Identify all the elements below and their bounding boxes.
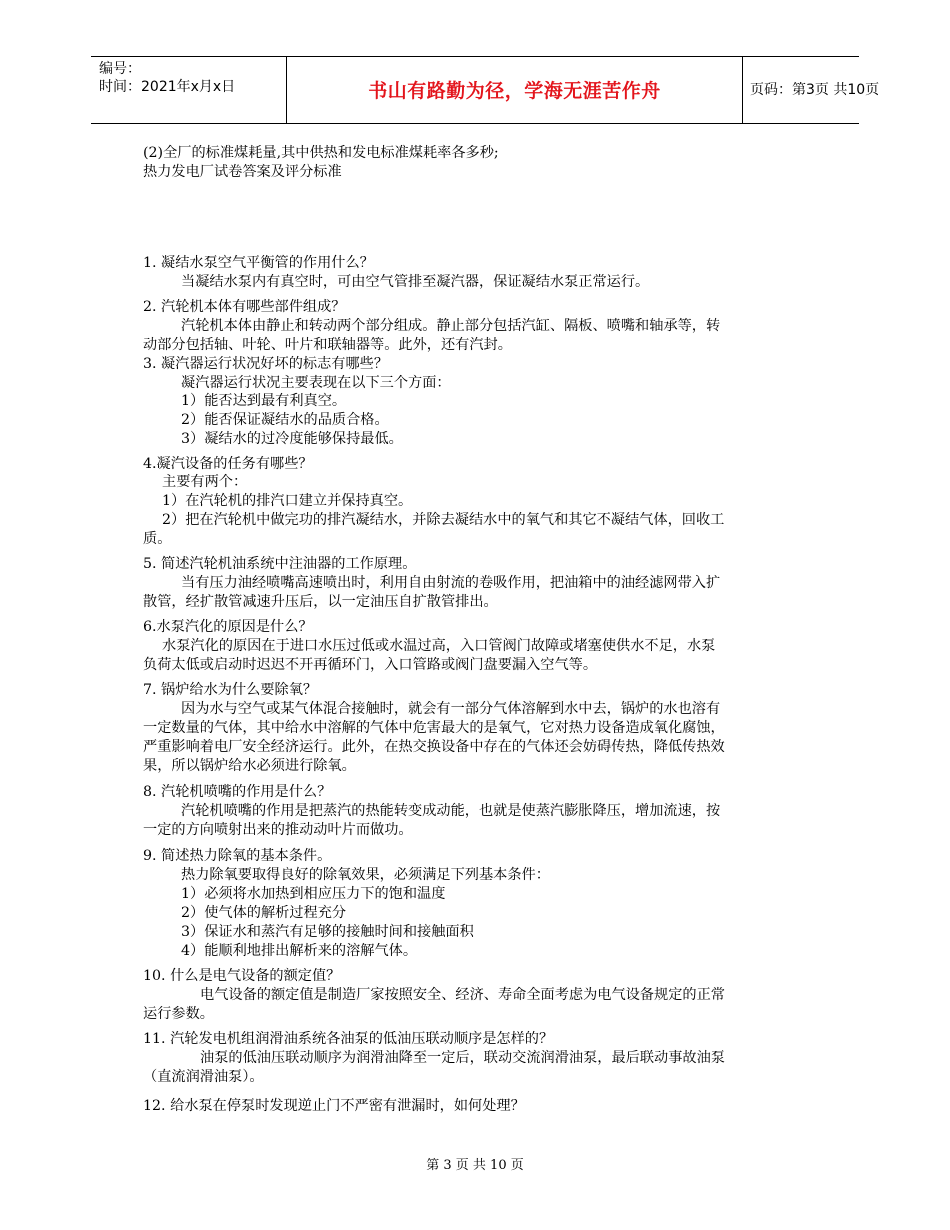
question-heading: 6.水泵汽化的原因是什么？ [143,619,313,635]
answer-line: 1）在汽轮机的排汽口建立并保持真空。 [162,493,413,509]
answer-line: 1）能否达到最有利真空。 [181,393,347,409]
answer-line: 汽轮机本体由静止和转动两个部分组成。静止部分包括汽缸、隔板、喷嘴和轴承等，转 [181,318,721,334]
answer-line: 一定数量的气体，其中给水中溶解的气体中危害最大的是氧气，它对热力设备造成氧化腐蚀， [143,720,725,736]
answer-line: 当有压力油经喷嘴高速喷出时，利用自由射流的卷吸作用，把油箱中的油经滤网带入扩 [181,575,721,591]
answer-line: 主要有两个： [162,474,248,490]
page-label: 页码：第3页 共10页 [750,82,880,98]
text-line: (2)全厂的标准煤耗量,其中供热和发电标准煤耗率各多秒; [143,145,499,161]
answer-line: （直流润滑油泵）。 [143,1069,264,1085]
answer-line: 3）凝结水的过冷度能够保持最低。 [181,431,403,447]
answer-line: 油泵的低油压联动顺序为润滑油降至一定后，联动交流润滑油泵，最后联动事故油泵 [200,1050,725,1066]
question-heading: 1. 凝结水泵空气平衡管的作用什么？ [143,255,374,271]
answer-line: 运行参数。 [143,1006,214,1022]
question-heading: 9. 简述热力除氧的基本条件。 [143,848,332,864]
answer-line: 2）使气体的解析过程充分 [181,905,347,921]
question-heading: 5. 简述汽轮机油系统中注油器的工作原理。 [143,556,417,572]
number-label: 编号： [99,61,141,77]
question-heading: 2. 汽轮机本体有哪些部件组成？ [143,299,346,315]
page-header [91,56,880,124]
time-label: 时间：2021年x月x日 [99,79,236,95]
header-left-cell [91,57,286,123]
answer-line: 果，所以锅炉给水必须进行除氧。 [143,758,356,774]
answer-line: 动部分包括轴、叶轮、叶片和联轴器等。此外，还有汽封。 [143,337,512,353]
answer-line: 1）必须将水加热到相应压力下的饱和温度 [181,886,446,902]
question-heading: 10. 什么是电气设备的额定值？ [143,968,341,984]
header-right-cell [742,57,880,123]
answer-line: 2）能否保证凝结水的品质合格。 [181,412,389,428]
question-heading: 11. 汽轮发电机组润滑油系统各油泵的低油压联动顺序是怎样的？ [143,1031,554,1047]
answer-line: 凝汽器运行状况主要表现在以下三个方面： [181,375,451,391]
text-line: 热力发电厂试卷答案及评分标准 [143,164,342,180]
motto: 书山有路勤为径，学海无涯苦作舟 [368,80,661,102]
answer-line: 因为水与空气或某气体混合接触时，就会有一部分气体溶解到水中去，锅炉的水也溶有 [181,701,721,717]
answer-line: 严重影响着电厂安全经济运行。此外，在热交换设备中存在的气体还会妨碍传热，降低传热效 [143,739,725,755]
question-heading: 8. 汽轮机喷嘴的作用是什么？ [143,784,332,800]
page-footer: 第 3 页 共 10 页 [426,1158,524,1173]
answer-line: 一定的方向喷射出来的推动动叶片而做功。 [143,822,413,838]
question-heading: 4.凝汽设备的任务有哪些？ [143,456,313,472]
answer-line: 当凝结水泵内有真空时，可由空气管排至凝汽器，保证凝结水泵正常运行。 [181,274,650,290]
answer-line: 电气设备的额定值是制造厂家按照安全、经济、寿命全面考虑为电气设备规定的正常 [200,987,725,1003]
answer-line: 3）保证水和蒸汽有足够的接触时间和接触面积 [181,924,474,940]
answer-line: 水泵汽化的原因在于进口水压过低或水温过高，入口管阀门故障或堵塞使供水不足，水泵 [162,638,716,654]
question-heading: 12. 给水泵在停泵时发现逆止门不严密有泄漏时，如何处理？ [143,1098,525,1114]
answer-line: 2）把在汽轮机中做完功的排汽凝结水，并除去凝结水中的氧气和其它不凝结气体，回收工 [162,512,725,528]
answer-line: 负荷太低或启动时迟迟不开再循环门，入口管路或阀门盘要漏入空气等。 [143,657,598,673]
answer-line: 散管，经扩散管减速升压后，以一定油压自扩散管排出。 [143,594,498,610]
header-motto-cell [286,57,743,123]
answer-line: 热力除氧要取得良好的除氧效果，必须满足下列基本条件： [181,867,550,883]
answer-line: 汽轮机喷嘴的作用是把蒸汽的热能转变成动能，也就是使蒸汽膨胀降压，增加流速，按 [181,803,721,819]
answer-line: 质。 [143,531,172,547]
question-heading: 7. 锅炉给水为什么要除氧？ [143,682,318,698]
answer-line: 4）能顺利地排出解析来的溶解气体。 [181,943,418,959]
question-heading: 3. 凝汽器运行状况好坏的标志有哪些？ [143,356,389,372]
